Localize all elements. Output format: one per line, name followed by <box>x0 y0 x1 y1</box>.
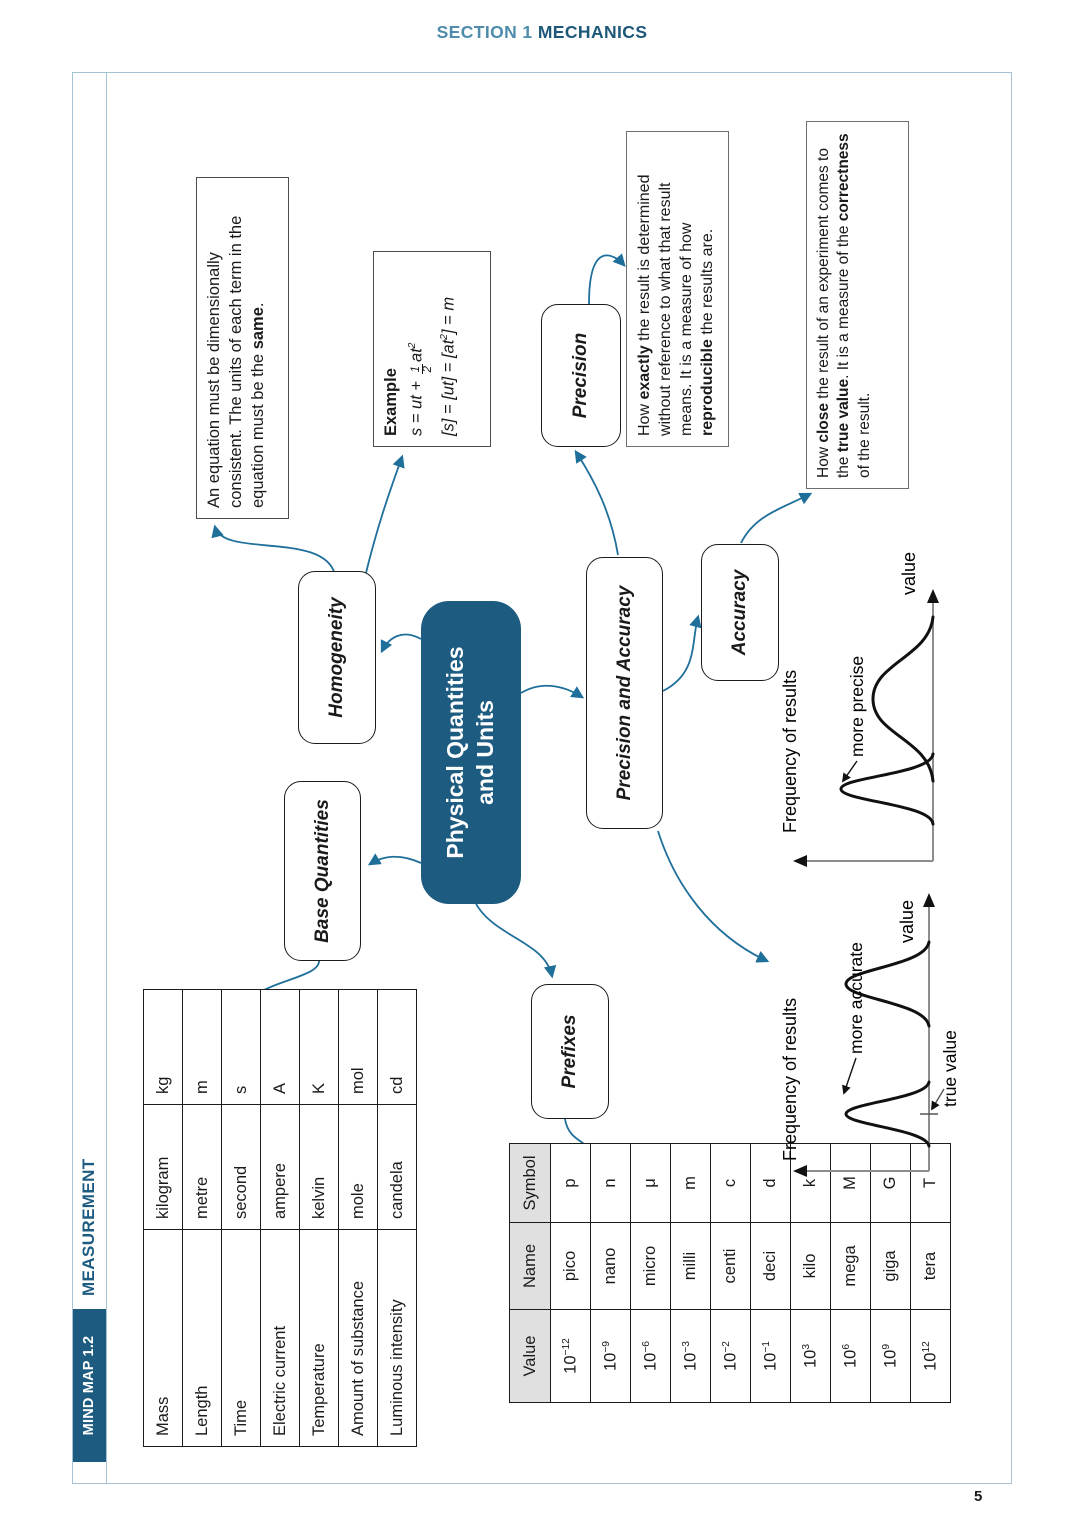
table-row: Amount of substance mole mol <box>339 990 378 1447</box>
node-accuracy: Accuracy <box>701 544 779 681</box>
equation-2: $[s] = [ut] = [at^2] = m$ <box>438 296 458 436</box>
node-prefixes: Prefixes <box>531 984 609 1119</box>
table-row: Temperature kelvin K <box>300 990 339 1447</box>
table-row: $10^{-6}$ micro μ <box>631 1144 671 1403</box>
central-node-line2: and Units <box>472 700 498 805</box>
section-number: SECTION 1 <box>436 22 533 42</box>
node-precision-accuracy: Precision and Accuracy <box>586 557 663 829</box>
arrow-center-to-homogeneity <box>382 635 421 651</box>
table-row: $10^{-2}$ centi c <box>711 1144 751 1403</box>
arrow-pa-to-precision <box>576 452 618 555</box>
arrow-accuracy-to-desc <box>741 494 810 543</box>
table-row: $10^{-1}$ deci d <box>751 1144 791 1403</box>
arrow-precision-to-desc <box>589 255 624 304</box>
table-row: $10^3$ kilo k <box>791 1144 831 1403</box>
y-axis-arrow <box>793 1165 807 1177</box>
homogeneity-desc-text: An equation must be dimensionally consistent. The units of each term in the equation must be the <box>205 215 267 508</box>
x-axis-arrow <box>927 589 939 603</box>
more-precise-label: more precise <box>847 655 867 757</box>
node-precision: Precision <box>541 304 621 447</box>
col-header-symbol: Symbol <box>510 1144 551 1223</box>
table-row: $10^{12}$ tera T <box>911 1144 951 1403</box>
arrow-homogeneity-to-desc <box>215 527 335 575</box>
arrow-pa-to-graphs <box>658 831 767 961</box>
table-row: Mass kilogram kg <box>144 990 183 1447</box>
section-header <box>72 22 1012 43</box>
arrow-center-to-prefixes <box>475 902 552 976</box>
table-row: Length metre m <box>183 990 222 1447</box>
accuracy-description: How close the result of an experiment comes to the true value. It is a measure of the correctness of the result. <box>806 121 909 489</box>
precision-graph-xlabel: value <box>899 551 919 595</box>
mindmap-badge: MIND MAP 1.2 <box>73 1309 106 1462</box>
arrow-homogeneity-to-example <box>365 457 402 577</box>
table-row: Electric current ampere A <box>261 990 300 1447</box>
more-accurate-arrow <box>844 1058 856 1093</box>
precision-description: How exactly the result is determined without reference to what that result means. It is a measure of how reproducible the results are. <box>626 131 729 447</box>
col-header-name: Name <box>510 1223 551 1310</box>
table-header-row <box>510 1144 551 1403</box>
node-homogeneity: Homogeneity <box>298 571 376 744</box>
precision-graph-ylabel: Frequency of results <box>780 669 800 833</box>
accuracy-graph-xlabel: value <box>897 899 917 943</box>
central-node-line1: Physical Quantities <box>442 646 469 859</box>
central-node <box>421 601 521 904</box>
table-row: $10^{-3}$ milli m <box>671 1144 711 1403</box>
homogeneity-desc-bold: same <box>248 307 267 350</box>
accuracy-graph-ylabel: Frequency of results <box>780 997 800 1161</box>
base-quantities-table <box>143 989 417 1447</box>
more-accurate-label: more accurate <box>846 942 866 1054</box>
table-row: $10^{-9}$ nano n <box>591 1144 631 1403</box>
table-row: $10^6$ mega M <box>831 1144 871 1403</box>
chapter-title: MEASUREMENT <box>79 1158 99 1296</box>
true-value-label: true value <box>940 1030 960 1107</box>
page-number: 5 <box>974 1488 983 1505</box>
arrow-center-to-basequantities <box>370 857 421 864</box>
col-header-value: Value <box>510 1310 551 1403</box>
accuracy-graph <box>758 861 968 1191</box>
node-base-quantities: Base Quantities <box>284 781 361 961</box>
table-row: $10^{-12}$ pico p <box>551 1144 591 1403</box>
arrow-pa-to-accuracy <box>663 617 698 691</box>
fraction: 1 2 <box>409 365 435 373</box>
x-axis-arrow <box>923 893 935 907</box>
section-title: MECHANICS <box>537 22 648 42</box>
more-precise-arrow <box>843 761 857 781</box>
accurate-distribution-curve <box>846 1082 929 1146</box>
wide-distribution-curve <box>873 617 933 781</box>
equation-1: s = ut + 1 2 $at^2$ <box>406 342 435 436</box>
example-box <box>373 251 491 447</box>
homogeneity-description: An equation must be dimensionally consistent. The units of each term in the equation must be the same. <box>196 177 289 519</box>
table-row: Luminous intensity candela cd <box>378 990 417 1447</box>
table-row: $10^9$ giga G <box>871 1144 911 1403</box>
table-row: Time second s <box>222 990 261 1447</box>
example-title: Example <box>382 368 400 436</box>
mindmap-canvas <box>72 72 1012 1484</box>
arrow-center-to-precisionaccuracy <box>521 686 582 697</box>
